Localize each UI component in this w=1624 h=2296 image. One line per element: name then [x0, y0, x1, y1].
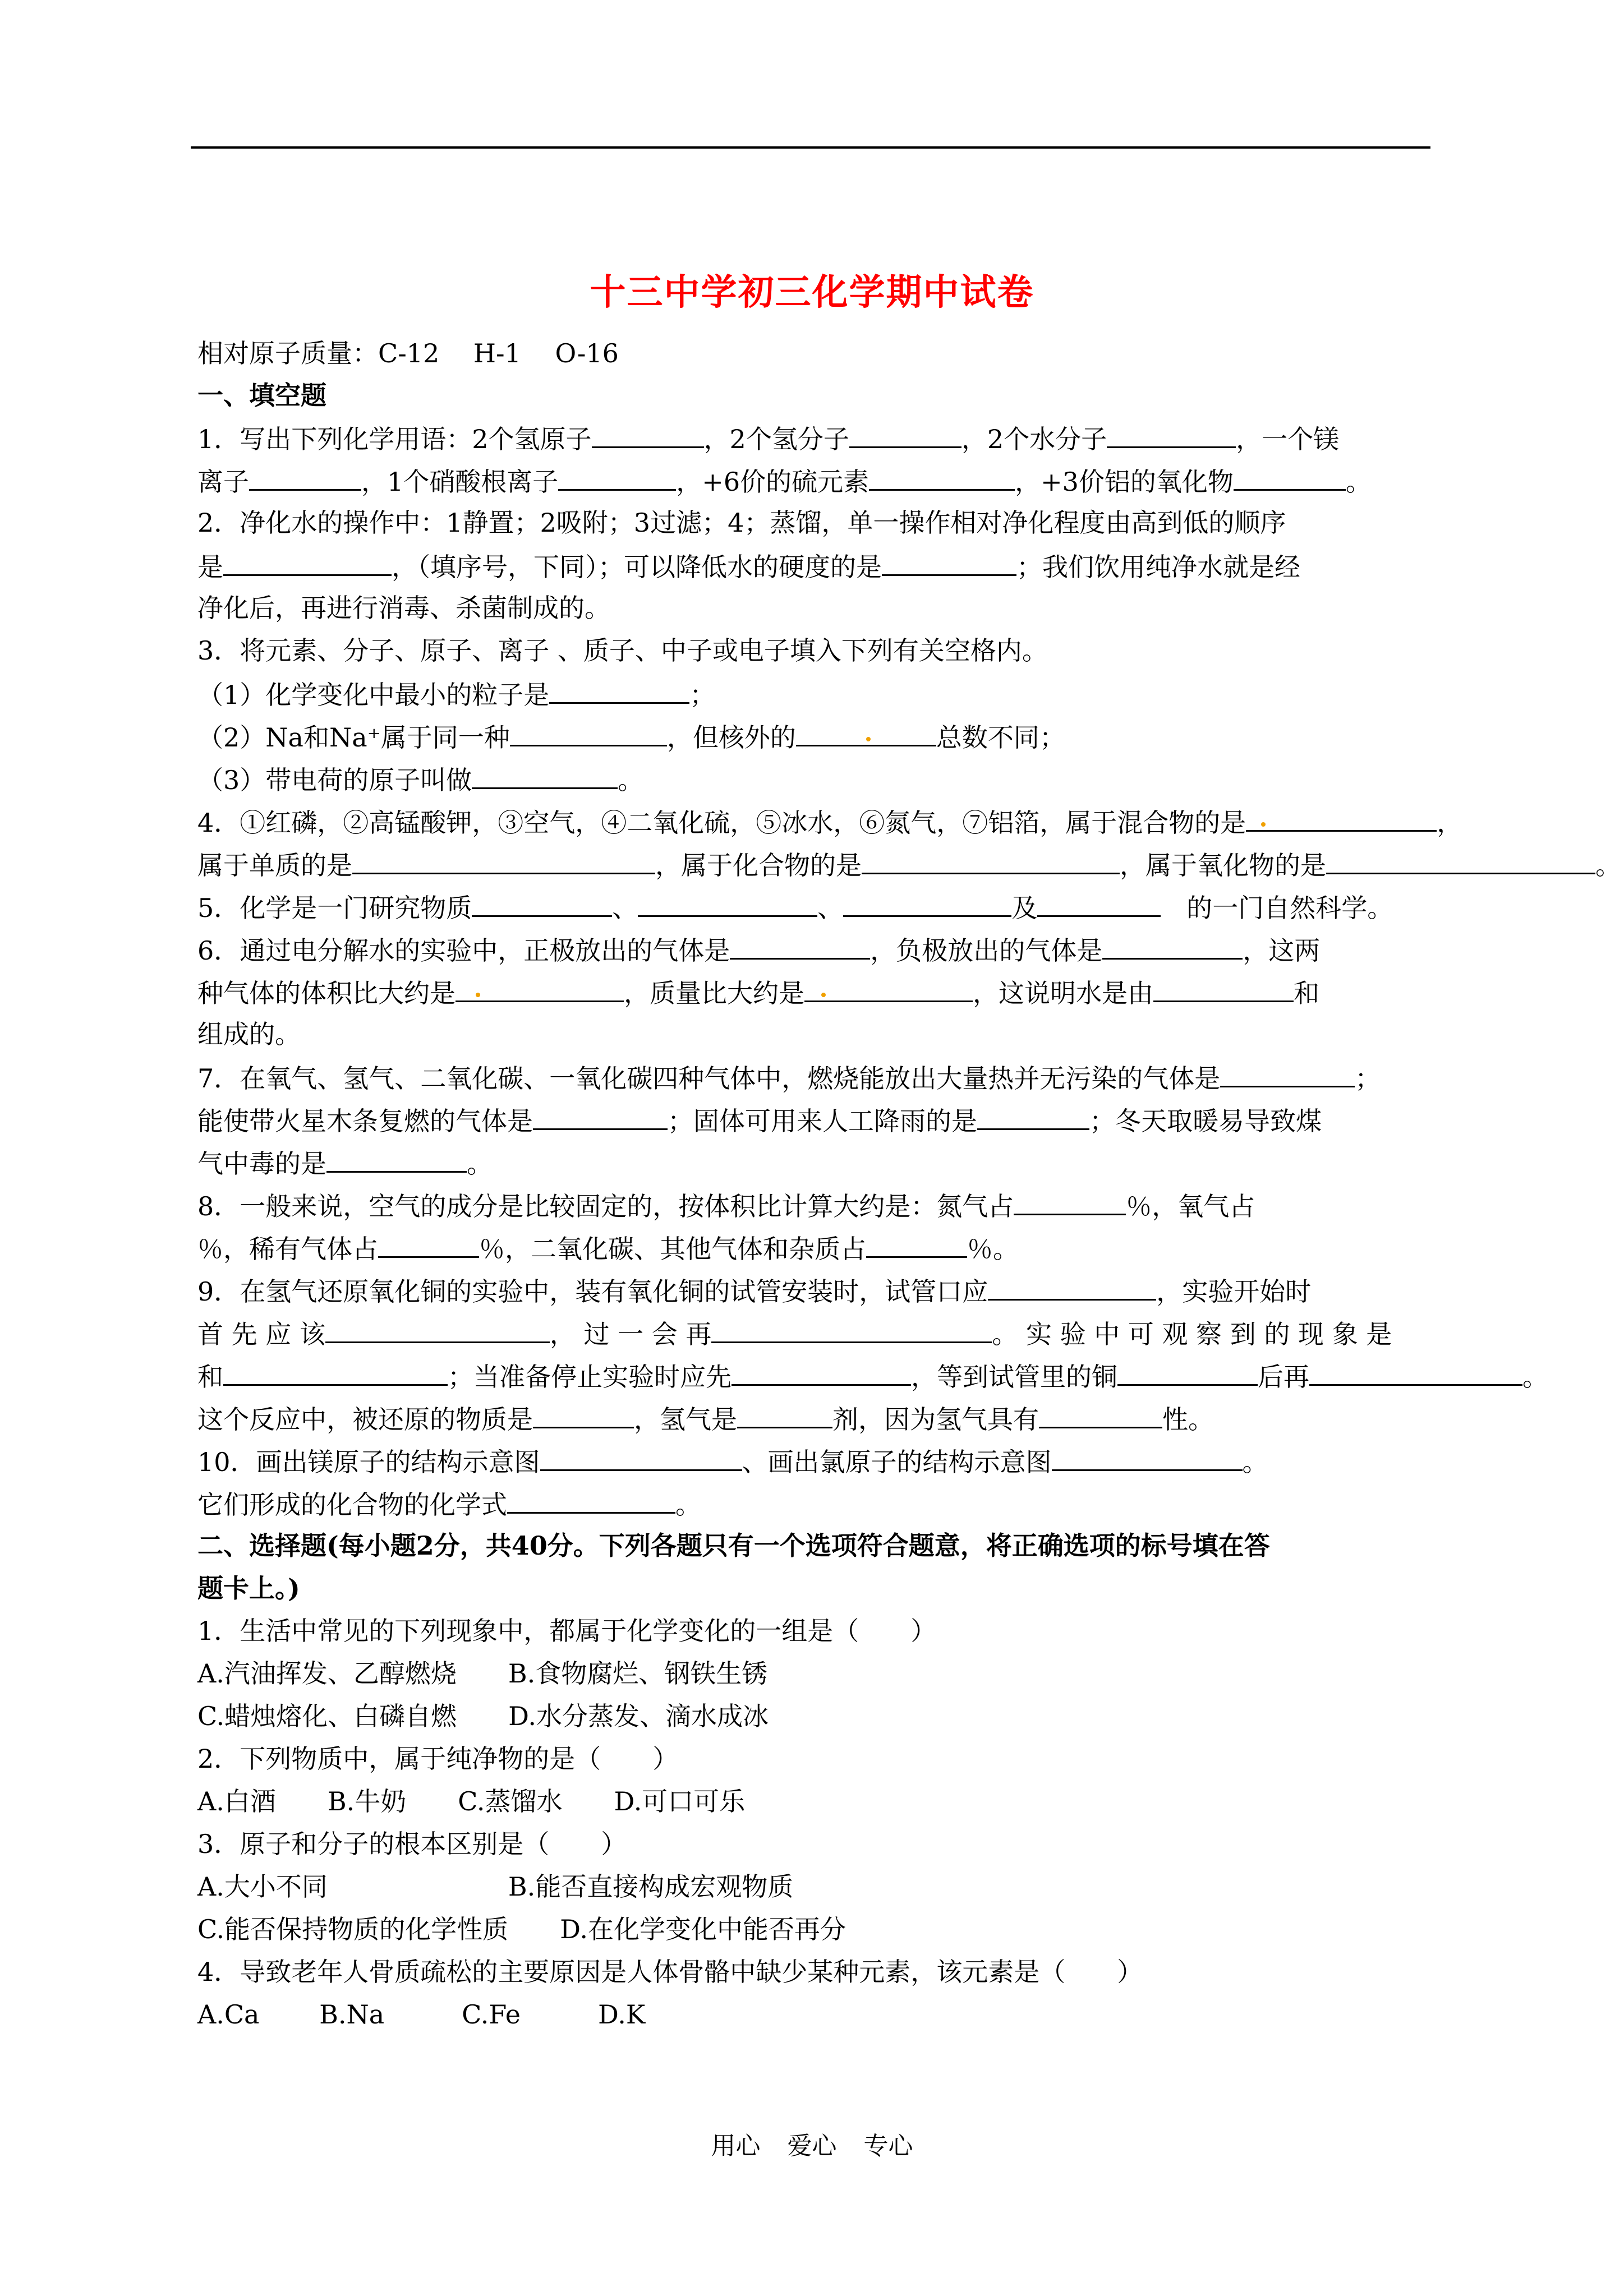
answer-blank[interactable]	[730, 932, 870, 960]
choice-question-3-options-cd: C.能否保持物质的化学性质 D.在化学变化中能否再分	[197, 1914, 846, 1944]
q1-text-h: ，+3价铝的氧化物	[1015, 467, 1234, 497]
q7-text-c: 能使带火星木条复燃的气体是	[197, 1106, 533, 1136]
question-9-line-4	[197, 1401, 1214, 1436]
q7-text-a: 7．在氧气、氢气、二氧化碳、一氧化碳四种气体中，燃烧能放出大量热并无污染的气体是	[197, 1063, 1221, 1094]
answer-blank[interactable]	[472, 762, 618, 789]
answer-blank[interactable]	[507, 1486, 675, 1514]
q9-text-i: 后再	[1258, 1362, 1309, 1392]
q1-text-c: ，2个水分子	[961, 424, 1107, 454]
choice-question-1: 1．生活中常见的下列现象中，都属于化学变化的一组是（ ）	[197, 1616, 937, 1646]
q6-text-c: ，这两	[1243, 935, 1321, 966]
question-4-line-2	[197, 847, 1621, 882]
q3-text-d1: （3）带电荷的原子叫做	[197, 765, 472, 795]
q1-text-f: ，1个硝酸根离子	[361, 467, 559, 497]
q9-text-l: ，氢气是	[634, 1404, 737, 1435]
q1-text-d: ，一个镁	[1236, 424, 1340, 454]
q10-text-d: 它们形成的化合物的化学式	[197, 1490, 507, 1520]
answer-blank[interactable]	[1052, 1444, 1243, 1471]
q9-text-g: ；当准备停止实验时应先	[448, 1362, 732, 1392]
question-9-line-2	[197, 1316, 1392, 1351]
choice-question-4: 4．导致老年人骨质疏松的主要原因是人体骨骼中缺少某种元素，该元素是（ ）	[197, 1957, 1143, 1987]
q5-text-a: 5．化学是一门研究物质	[197, 893, 472, 923]
q5-text-d: 及	[1011, 893, 1038, 923]
answer-blank[interactable]	[1220, 1060, 1355, 1087]
q9-text-k: 这个反应中，被还原的物质是	[197, 1404, 533, 1435]
answer-blank[interactable]	[882, 548, 1016, 576]
answer-blank[interactable]	[988, 1273, 1156, 1301]
q8-text-a: 8．一般来说，空气的成分是比较固定的，按体积比计算大约是：氮气占	[197, 1191, 1014, 1221]
choice-question-3-options-ab: A.大小不同 B.能否直接构成宏观物质	[197, 1871, 794, 1902]
q1-text-a: 1．写出下列化学用语：2个氢原子	[197, 424, 592, 454]
question-7-line-3	[197, 1145, 493, 1181]
answer-blank[interactable]	[796, 719, 936, 746]
q4-text-f: 。	[1595, 850, 1621, 880]
answer-blank[interactable]	[1117, 1358, 1258, 1386]
answer-blank[interactable]	[1153, 975, 1294, 1002]
question-9-line-1	[197, 1273, 1311, 1308]
question-2-line-3: 净化后，再进行消毒、杀菌制成的。	[197, 593, 610, 623]
footer-text: 用心	[711, 2132, 761, 2160]
q4-text-d: ，属于化合物的是	[655, 850, 862, 880]
q6-text-a: 6．通过电分解水的实验中，正极放出的气体是	[197, 935, 730, 966]
answer-blank[interactable]	[249, 463, 361, 491]
answer-blank[interactable]	[1309, 1358, 1522, 1386]
answer-blank[interactable]	[540, 1444, 742, 1471]
q10-text-a: 10．画出镁原子的结构示意图	[197, 1447, 540, 1477]
answer-blank[interactable]	[849, 421, 961, 448]
question-10-line-2	[197, 1486, 701, 1522]
q7-text-f: 气中毒的是	[197, 1149, 326, 1179]
q6-text-d: 种气体的体积比大约是	[197, 978, 456, 1008]
answer-blank[interactable]	[1039, 1401, 1162, 1428]
page-title: 十三中学初三化学期中试卷	[590, 271, 1034, 313]
q9-text-m: 剂，因为氢气具有	[832, 1404, 1039, 1435]
q2-text-d: ；我们饮用纯净水就是经	[1016, 552, 1300, 582]
q9-text-b: ，实验开始时	[1156, 1276, 1312, 1307]
q1-text-b: ，2个氢分子	[703, 424, 849, 454]
question-3-line-1: 3．将元素、分子、原子、离子 、质子、中子或电子填入下列有关空格内。	[197, 635, 1048, 666]
answer-blank[interactable]	[732, 1358, 911, 1386]
answer-blank[interactable]	[592, 421, 704, 448]
answer-blank[interactable]	[1234, 463, 1346, 491]
q9-text-c: 首 先 应 该	[197, 1319, 325, 1349]
choice-question-2: 2．下列物质中，属于纯净物的是（ ）	[197, 1744, 679, 1774]
answer-blank[interactable]	[223, 548, 392, 576]
answer-blank[interactable]	[326, 1145, 467, 1173]
question-1-line-1	[197, 421, 1339, 456]
answer-blank[interactable]	[804, 975, 973, 1002]
question-6-line-2	[197, 975, 1319, 1010]
answer-blank[interactable]	[1014, 1188, 1126, 1215]
answer-blank[interactable]	[533, 1401, 634, 1428]
answer-blank[interactable]	[1037, 889, 1161, 917]
question-6-line-3: 组成的。	[197, 1019, 301, 1049]
q6-text-f: ，这说明水是由	[973, 978, 1153, 1008]
q8-text-d: ％，二氧化碳、其他气体和杂质占	[479, 1234, 866, 1264]
answer-blank[interactable]	[866, 1230, 967, 1258]
q8-text-e: ％。	[967, 1234, 1019, 1264]
answer-blank[interactable]	[843, 889, 1011, 917]
answer-blank[interactable]	[1246, 804, 1437, 832]
question-3-line-2	[197, 676, 715, 712]
q9-text-e: 。 实 验 中 可 观 察 到 的 现 象 是	[992, 1319, 1392, 1349]
choice-question-4-options: A.Ca B.Na C.Fe D.K	[197, 1999, 646, 2030]
answer-blank[interactable]	[456, 975, 624, 1002]
section-heading-choice: 二、选择题(每小题2分，共40分。下列各题只有一个选项符合题意，将正确选项的标号填在答	[197, 1530, 1270, 1561]
q2-text-b: 是	[197, 552, 223, 582]
answer-blank[interactable]	[533, 1103, 668, 1130]
q2-text-c: ，（填序号，下同）；可以降低水的硬度的是	[392, 552, 882, 582]
answer-blank[interactable]	[977, 1103, 1089, 1130]
question-7-line-1	[197, 1060, 1381, 1095]
q3-text-c3: 总数不同；	[936, 722, 1065, 753]
answer-blank[interactable]	[638, 889, 817, 917]
footer-text: 专心	[863, 2132, 913, 2160]
question-3-line-3	[197, 719, 1065, 754]
q5-text-c: 、	[817, 893, 844, 923]
q3-text-c1: （2）Na和Na⁺属于同一种	[197, 722, 510, 753]
q9-text-f: 和	[197, 1362, 223, 1392]
q4-text-a: 4．①红磷，②高锰酸钾，③空气，④二氧化硫，⑤冰水，⑥氮气，⑦铝箔，属于混合物的是	[197, 808, 1246, 838]
q7-text-e: ；冬天取暖易导致煤	[1089, 1106, 1322, 1136]
question-8-line-1	[197, 1188, 1255, 1223]
q9-text-j: 。	[1522, 1362, 1548, 1392]
atomic-mass-line: 相对原子质量：C-12 H-1 O-16	[197, 338, 619, 368]
header-rule	[191, 146, 1430, 149]
q3-text-d2: 。	[618, 765, 644, 795]
answer-blank[interactable]	[378, 1230, 479, 1258]
q9-text-n: 性。	[1162, 1404, 1214, 1435]
question-9-line-3	[197, 1358, 1548, 1394]
q5-text-b: 、	[612, 893, 638, 923]
answer-blank[interactable]	[1102, 932, 1243, 960]
answer-blank[interactable]	[862, 847, 1120, 874]
q6-text-e: ，质量比大约是	[624, 978, 804, 1008]
answer-blank[interactable]	[352, 847, 655, 874]
q3-text-b1: （1）化学变化中最小的粒子是	[197, 680, 550, 710]
answer-blank[interactable]	[1326, 847, 1595, 874]
answer-blank[interactable]	[558, 463, 676, 491]
q8-text-b: ％，氧气占	[1126, 1191, 1255, 1221]
question-1-line-2	[197, 463, 1372, 499]
q4-text-b: ，	[1437, 808, 1463, 838]
q7-text-b: ；	[1355, 1063, 1381, 1094]
q6-text-b: ，负极放出的气体是	[870, 935, 1103, 966]
question-7-line-2	[197, 1103, 1322, 1138]
answer-blank[interactable]	[472, 889, 612, 917]
question-10-line-1	[197, 1444, 1268, 1479]
q10-text-c: 。	[1242, 1447, 1268, 1477]
q10-text-b: 、画出氯原子的结构示意图	[742, 1447, 1052, 1477]
section-heading-fill: 一、填空题	[197, 380, 326, 411]
answer-blank[interactable]	[737, 1401, 832, 1428]
choice-question-1-options-ab: A.汽油挥发、乙醇燃烧 B.食物腐烂、钢铁生锈	[197, 1658, 768, 1689]
answer-blank[interactable]	[325, 1316, 550, 1343]
q1-text-i: 。	[1345, 467, 1372, 497]
q10-text-e: 。	[675, 1490, 701, 1520]
answer-blank[interactable]	[223, 1358, 448, 1386]
q9-text-d: ， 过 一 会 再	[549, 1319, 712, 1349]
question-8-line-2	[197, 1230, 1019, 1266]
question-5	[197, 889, 1393, 925]
q4-text-c: 属于单质的是	[197, 850, 352, 880]
q4-text-e: ，属于氧化物的是	[1120, 850, 1326, 880]
q8-text-c: ％，稀有气体占	[197, 1234, 378, 1264]
question-2-line-1: 2．净化水的操作中：1静置；2吸附；3过滤；4；蒸馏，单一操作相对净化程度由高到低的顺序	[197, 508, 1286, 538]
choice-question-1-options-cd: C.蜡烛熔化、白磷自燃 D.水分蒸发、滴水成冰	[197, 1701, 769, 1731]
answer-blank[interactable]	[711, 1316, 992, 1343]
question-6-line-1	[197, 932, 1320, 967]
q3-text-b2: ；	[689, 680, 716, 710]
page-footer	[0, 2126, 1624, 2161]
question-4-line-1	[197, 804, 1462, 840]
answer-blank[interactable]	[510, 719, 667, 746]
q9-text-a: 9．在氢气还原氧化铜的实验中，装有氧化铜的试管安装时，试管口应	[197, 1276, 988, 1307]
q1-text-g: ，+6价的硫元素	[676, 467, 869, 497]
footer-text: 爱心	[787, 2132, 837, 2160]
question-2-line-2	[197, 548, 1300, 584]
choice-question-3: 3．原子和分子的根本区别是（ ）	[197, 1829, 627, 1859]
q6-text-g: 和	[1294, 978, 1319, 1008]
q9-text-h: ，等到试管里的铜	[911, 1362, 1117, 1392]
answer-blank[interactable]	[549, 676, 689, 704]
q7-text-d: ；固体可用来人工降雨的是	[668, 1106, 977, 1136]
question-3-line-4	[197, 762, 643, 797]
q1-text-e: 离子	[197, 467, 249, 497]
q5-text-e: 的一门自然科学。	[1161, 893, 1393, 923]
choice-question-2-options: A.白酒 B.牛奶 C.蒸馏水 D.可口可乐	[197, 1786, 746, 1816]
q7-text-g: 。	[467, 1149, 493, 1179]
answer-blank[interactable]	[1107, 421, 1236, 448]
answer-blank[interactable]	[869, 463, 1015, 491]
section-heading-choice-cont: 题卡上。)	[197, 1573, 300, 1603]
q3-text-c2: ，但核外的	[666, 722, 796, 753]
